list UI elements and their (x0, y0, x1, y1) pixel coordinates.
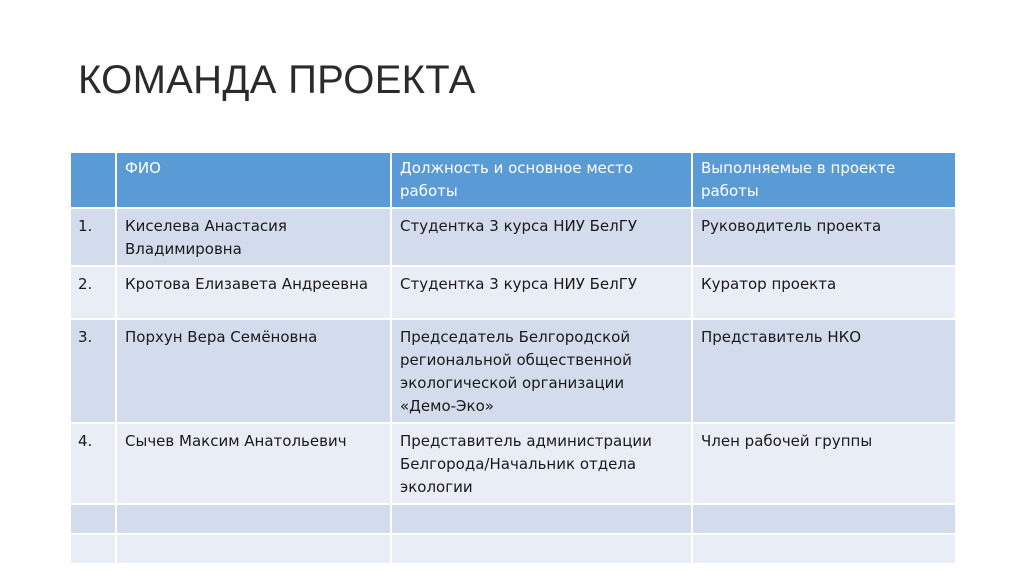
member-role (692, 534, 956, 564)
member-role: Руководитель проекта (692, 208, 956, 266)
member-role: Представитель НКО (692, 319, 956, 423)
header-position: Должность и основное место работы (391, 152, 692, 208)
member-name: Кротова Елизавета Андреевна (116, 266, 391, 319)
row-number: 3. (70, 319, 116, 423)
member-name: Сычев Максим Анатольевич (116, 423, 391, 504)
member-position: Студентка 3 курса НИУ БелГУ (391, 208, 692, 266)
member-name (116, 534, 391, 564)
slide-title: КОМАНДА ПРОЕКТА (78, 58, 476, 102)
table-row (70, 319, 956, 423)
row-number: 2. (70, 266, 116, 319)
row-number: 4. (70, 423, 116, 504)
row-number (70, 534, 116, 564)
row-number (70, 504, 116, 534)
member-position: Представитель администрации Белгорода/Начальник отдела экологии (391, 423, 692, 504)
member-role: Куратор проекта (692, 266, 956, 319)
member-position (391, 504, 692, 534)
header-name: ФИО (116, 152, 391, 208)
member-role (692, 504, 956, 534)
member-position: Студентка 3 курса НИУ БелГУ (391, 266, 692, 319)
header-number (70, 152, 116, 208)
row-number: 1. (70, 208, 116, 266)
table-row (70, 423, 956, 504)
member-name: Киселева Анастасия Владимировна (116, 208, 391, 266)
member-name (116, 504, 391, 534)
member-role: Член рабочей группы (692, 423, 956, 504)
member-name: Порхун Вера Семёновна (116, 319, 391, 423)
table-row (70, 534, 956, 564)
member-position (391, 534, 692, 564)
table-row (70, 504, 956, 534)
header-role: Выполняемые в проекте работы (692, 152, 956, 208)
table-row (70, 266, 956, 319)
table-header-row (70, 152, 956, 208)
member-position: Председатель Белгородской региональной общественной экологической организации «Демо-Эко» (391, 319, 692, 423)
table-row (70, 208, 956, 266)
project-team-table (69, 151, 957, 565)
